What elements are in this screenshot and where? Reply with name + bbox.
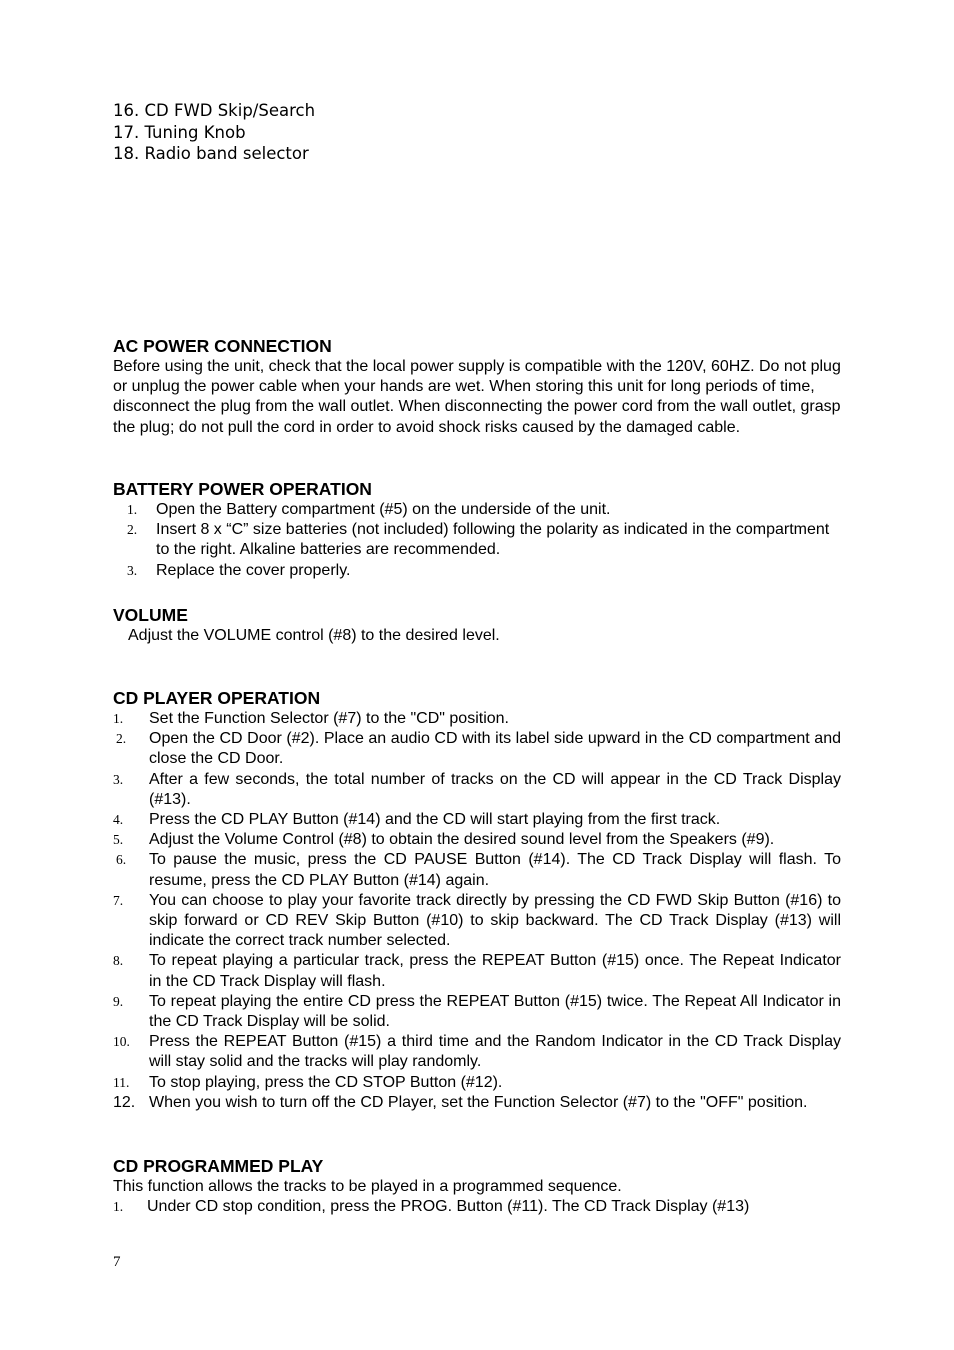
list-number: 1.	[113, 711, 124, 726]
list-item	[113, 729, 841, 769]
list-item	[113, 891, 841, 952]
list-text: To pause the music, press the CD PAUSE Button (#14). The CD Track Display will flash. To resume, press the CD PLAY Button (#14) again.	[149, 851, 841, 889]
list-item	[113, 1073, 841, 1093]
section-heading: BATTERY POWER OPERATION	[113, 479, 372, 499]
list-text: Under CD stop condition, press the PROG. Button (#11). The CD Track Display (#13)	[147, 1198, 750, 1216]
list-text: Press the CD PLAY Button (#14) and the CD will start playing from the first track.	[149, 811, 721, 829]
list-item	[113, 709, 841, 729]
list-item	[113, 951, 841, 991]
section-heading: VOLUME	[113, 605, 188, 625]
list-text: To repeat playing the entire CD press the REPEAT Button (#15) twice. The Repeat All Indicator in the CD Track Display will be solid.	[149, 992, 841, 1031]
list-item	[113, 520, 841, 560]
cd-program-section	[113, 1156, 841, 1217]
section-body: Before using the unit, check that the local power supply is compatible with the 120V, 60HZ. Do not plug or unplug the power cable when your hands are wet. When storing this unit for long periods of time, disconnect the plug from the wall outlet. When disconnecting the power cord from the wall outlet, grasp the plug; do not pull the cord in order to avoid shock risks caused by the damaged cable.	[113, 358, 841, 436]
section-heading: AC POWER CONNECTION	[113, 336, 332, 356]
list-item	[113, 850, 841, 890]
list-number: 10.	[113, 1034, 130, 1050]
list-text: Adjust the Volume Control (#8) to obtain the desired sound level from the Speakers (#9).	[149, 831, 775, 849]
list-number: 12.	[113, 1093, 136, 1111]
volume-section	[113, 605, 841, 646]
list-item	[113, 1197, 841, 1217]
parts-list-item: 16. CD FWD Skip/Search	[113, 101, 316, 120]
list-item	[113, 1032, 841, 1072]
list-number: 8.	[113, 953, 124, 969]
list-text: Set the Function Selector (#7) to the "CD" position.	[149, 710, 509, 727]
list-number: 6.	[116, 852, 127, 868]
list-number: 3.	[127, 562, 138, 578]
section-body: This function allows the tracks to be played in a programmed sequence.	[113, 1178, 622, 1195]
page-number: 7	[113, 1254, 121, 1270]
parts-list	[113, 100, 315, 165]
section-heading: CD PROGRAMMED PLAY	[113, 1156, 324, 1176]
list-number: 9.	[113, 993, 124, 1009]
list-number: 5.	[113, 832, 124, 848]
list-item	[113, 500, 841, 520]
list-text: Open the Battery compartment (#5) on the underside of the unit.	[156, 501, 611, 518]
list-text: When you wish to turn off the CD Player, set the Function Selector (#7) to the "OFF" position.	[149, 1093, 808, 1111]
list-number: 11.	[113, 1074, 130, 1090]
cd-player-section	[113, 688, 841, 1113]
list-number: 4.	[113, 812, 124, 828]
ac-power-section	[113, 336, 841, 438]
list-number: 2.	[116, 731, 127, 747]
list-text: You can choose to play your favorite track directly by pressing the CD FWD Skip Button (#16) to skip forward or CD REV Skip Button (#10) to skip backward. The CD Track Display (#13) will indicate the correct track number selected.	[149, 891, 841, 950]
list-text: Open the CD Door (#2). Place an audio CD with its label side upward in the CD compartment and close the CD Door.	[149, 730, 841, 768]
list-item	[113, 830, 841, 850]
list-number: 3.	[113, 771, 124, 787]
parts-list-item: 18. Radio band selector	[113, 144, 309, 163]
list-number: 1.	[127, 502, 138, 517]
list-item	[113, 770, 841, 810]
list-text: To stop playing, press the CD STOP Button (#12).	[149, 1073, 503, 1091]
list-item	[113, 1093, 841, 1113]
list-text: Insert 8 x “C” size batteries (not included) following the polarity as indicated in the compartment to the right. Alkaline batteries are recommended.	[156, 521, 830, 559]
list-item	[113, 561, 841, 581]
list-number: 2.	[127, 522, 138, 538]
list-text: To repeat playing a particular track, press the REPEAT Button (#15) once. The Repeat Indicator in the CD Track Display will flash.	[149, 952, 841, 990]
parts-list-item: 17. Tuning Knob	[113, 122, 246, 142]
list-item	[113, 810, 841, 830]
list-text: Press the REPEAT Button (#15) a third time and the Random Indicator in the CD Track Display will stay solid and the tracks will play randomly.	[149, 1033, 841, 1071]
list-text: Replace the cover properly.	[156, 561, 351, 579]
list-number: 7.	[113, 892, 124, 908]
section-heading: CD PLAYER OPERATION	[113, 688, 321, 708]
list-text: After a few seconds, the total number of tracks on the CD will appear in the CD Track Display (#13).	[149, 770, 841, 808]
list-number: 1.	[113, 1199, 124, 1215]
section-body: Adjust the VOLUME control (#8) to the desired level.	[128, 627, 500, 644]
battery-section	[113, 479, 841, 581]
list-item	[113, 992, 841, 1032]
